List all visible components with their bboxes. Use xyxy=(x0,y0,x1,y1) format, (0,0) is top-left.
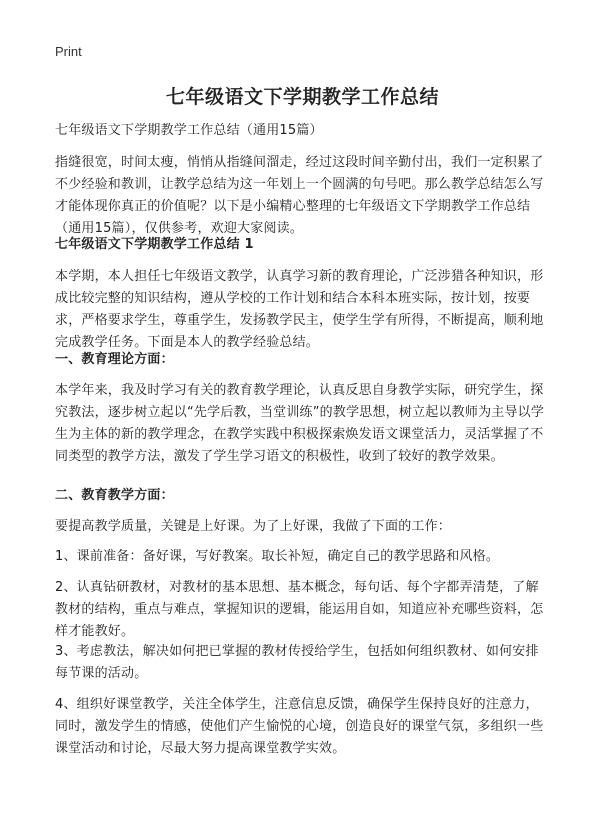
theory-heading: 一、教育理论方面： xyxy=(55,352,174,367)
theory-paragraph: 本学年来，我及时学习有关的教育教学理论，认真反思自身教学实际，研究学生，探究教法，逐步树立起以“先学后教，当堂训练”的教学思想，树立起以教师为主导以学生为主体的新的教学理念，在教学实践中积极探索焕发语文课堂活力，灵活掌握了不同类型的教学方法，激发了学生学习语文的积极性，收到了较好的教学效果。 xyxy=(55,383,545,464)
list-item: 1、课前准备：备好课，写好教案。取长补短，确定自己的教学思路和风格。 xyxy=(55,549,500,564)
list-item: 2、认真钻研教材，对教材的基本思想、基本概念，每句话、每个字都弄清楚，了解教材的结构，重点与难点，掌握知识的逻辑，能运用自如，知道应补充哪些资料，怎样才能教好。 xyxy=(55,580,544,639)
section-heading-1: 七年级语文下学期教学工作总结 1 xyxy=(55,237,254,252)
print-link[interactable]: Print xyxy=(55,44,82,59)
intro-paragraph: 指缝很宽，时间太瘦，悄悄从指缝间溜走，经过这段时间辛勤付出，我们一定积累了不少经验和教训，让教学总结为这一年划上一个圆满的句号吧。那么教学总结怎么写才能体现你真正的价值呢？以下是小编精心整理的七年级语文下学期教学工作总结（通用15篇），仅供参考，欢迎大家阅读。 xyxy=(55,155,544,236)
list-item: 3、考虑教法，解决如何把已掌握的教材传授给学生，包括如何组织教材、如何安排每节课的活动。 xyxy=(55,644,539,681)
subtitle: 七年级语文下学期教学工作总结（通用15篇） xyxy=(55,123,323,138)
section-1-paragraph: 本学期，本人担任七年级语文教学，认真学习新的教育理论，广泛涉猎各种知识，形成比较完整的知识结构，遵从学校的工作计划和结合本科本班实际，按计划，按要求，严格要求学生，尊重学生，发扬教学民主，使学生学有所得，不断提高，顺利地完成教学任务。下面是本人的教学经验总结。 xyxy=(55,269,544,350)
practice-intro: 要提高教学质量，关键是上好课。为了上好课，我做了下面的工作： xyxy=(55,519,452,534)
practice-heading: 二、教育教学方面： xyxy=(55,488,174,503)
page-title: 七年级语文下学期教学工作总结 xyxy=(165,86,439,108)
list-item: 4、组织好课堂教学，关注全体学生，注意信息反馈，确保学生保持良好的注意力，同时，激发学生的情感，使他们产生愉悦的心境，创造良好的课堂气氛，多组织一些课堂活动和讨论，尽最大努力提高课堂教学实效。 xyxy=(55,697,544,756)
